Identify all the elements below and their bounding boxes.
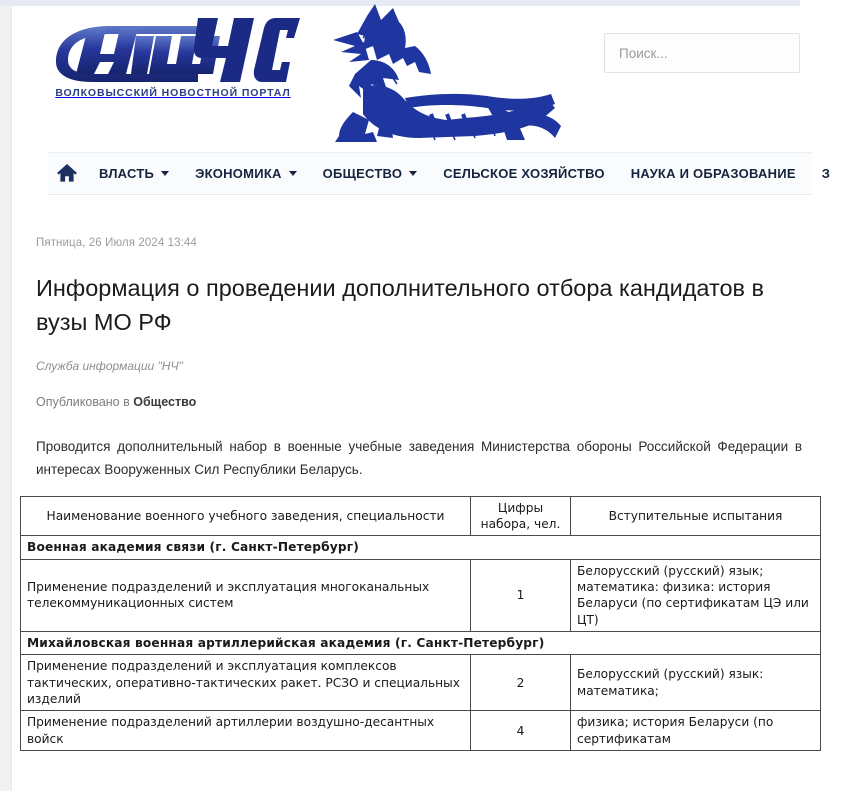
table-row bbox=[21, 559, 821, 631]
row-exams: Белорусский (русский) язык; математика: физика: история Беларуси (по сертификатам ЦЭ или ЦТ) bbox=[571, 559, 821, 631]
table-header-count: Цифры набора, чел. bbox=[471, 496, 571, 536]
home-icon[interactable] bbox=[48, 153, 86, 194]
nav-item-label: СЕЛЬСКОЕ ХОЗЯЙСТВО bbox=[443, 166, 605, 181]
section-title: Военная академия связи (г. Санкт-Петербург) bbox=[21, 536, 821, 559]
nav-item-label: НАУКА И ОБРАЗОВАНИЕ bbox=[630, 166, 796, 181]
nav-item-label: ВЛАСТЬ bbox=[99, 166, 155, 181]
wolf-emblem-icon bbox=[319, 2, 564, 154]
article-byline: Служба информации "НЧ" bbox=[36, 359, 183, 374]
nav-item-label: ЭКОНОМИКА bbox=[195, 166, 282, 181]
nav-item-vlast[interactable] bbox=[86, 153, 182, 194]
nav-item-ekonomika[interactable] bbox=[182, 153, 310, 194]
site-header bbox=[12, 6, 800, 152]
site-logo[interactable] bbox=[48, 12, 298, 99]
nav-item-obshchestvo[interactable] bbox=[310, 153, 431, 194]
logo-wordmark-icon bbox=[48, 12, 288, 86]
nav-item-selskoe-hozyaystvo[interactable] bbox=[430, 153, 618, 194]
table-header-exam: Вступительные испытания bbox=[571, 496, 821, 536]
nav-item-nauka-i-obrazovanie[interactable] bbox=[618, 153, 809, 194]
article-category-line bbox=[36, 395, 776, 409]
table-header-row bbox=[21, 496, 821, 536]
search-input[interactable] bbox=[604, 33, 800, 73]
row-specialty: Применение подразделений артиллерии воздушно-десантных войск bbox=[21, 711, 471, 751]
article-category-prefix: Опубликовано в bbox=[36, 395, 134, 410]
chevron-down-icon bbox=[161, 171, 169, 176]
row-count: 1 bbox=[471, 559, 571, 631]
article-date: Пятница, 26 Июля 2024 13:44 bbox=[36, 237, 197, 249]
article-intro-paragraph: Проводится дополнительный набор в военные учебные заведения Министерства обороны Российской Федерации в интересах Вооруженных Сил Республики Беларусь. bbox=[36, 439, 802, 478]
row-exams: физика; история Беларуси (по сертификатам bbox=[571, 711, 821, 751]
row-count: 2 bbox=[471, 655, 571, 711]
row-specialty: Применение подразделений и эксплуатация комплексов тактических, оперативно-тактических ракет. РСЗО и специальных изделий bbox=[21, 655, 471, 711]
table-row bbox=[21, 711, 821, 751]
admission-table-wrapper bbox=[20, 496, 812, 751]
row-count: 4 bbox=[471, 711, 571, 751]
chevron-down-icon bbox=[409, 171, 417, 176]
page-title: Информация о проведении дополнительного отбора кандидатов в вузы МО РФ bbox=[36, 275, 765, 336]
chevron-down-icon bbox=[289, 171, 297, 176]
nav-item-label: З bbox=[821, 166, 831, 181]
section-title: Михайловская военная артиллерийская академия (г. Санкт-Петербург) bbox=[21, 631, 821, 654]
table-section-row bbox=[21, 536, 821, 559]
row-exams: Белорусский (русский) язык: математика; bbox=[571, 655, 821, 711]
main-navigation[interactable] bbox=[48, 152, 831, 195]
nav-item-label: ОБЩЕСТВО bbox=[322, 166, 403, 181]
house-icon bbox=[57, 164, 77, 183]
nav-item-truncated[interactable] bbox=[809, 153, 843, 194]
row-specialty: Применение подразделений и эксплуатация многоканальных телекоммуникационных систем bbox=[21, 559, 471, 631]
page-container bbox=[12, 6, 831, 791]
article bbox=[12, 237, 800, 482]
table-row bbox=[21, 655, 821, 711]
table-section-row bbox=[21, 631, 821, 654]
article-category-link[interactable]: Общество bbox=[133, 395, 197, 410]
page-left-gutter bbox=[0, 6, 12, 791]
admission-table bbox=[20, 496, 821, 751]
search-box[interactable] bbox=[604, 33, 800, 73]
logo-tagline: ВОЛКОВЫССКИЙ НОВОСТНОЙ ПОРТАЛ bbox=[55, 87, 291, 99]
table-header-name: Наименование военного учебного заведения, специальности bbox=[21, 496, 471, 536]
